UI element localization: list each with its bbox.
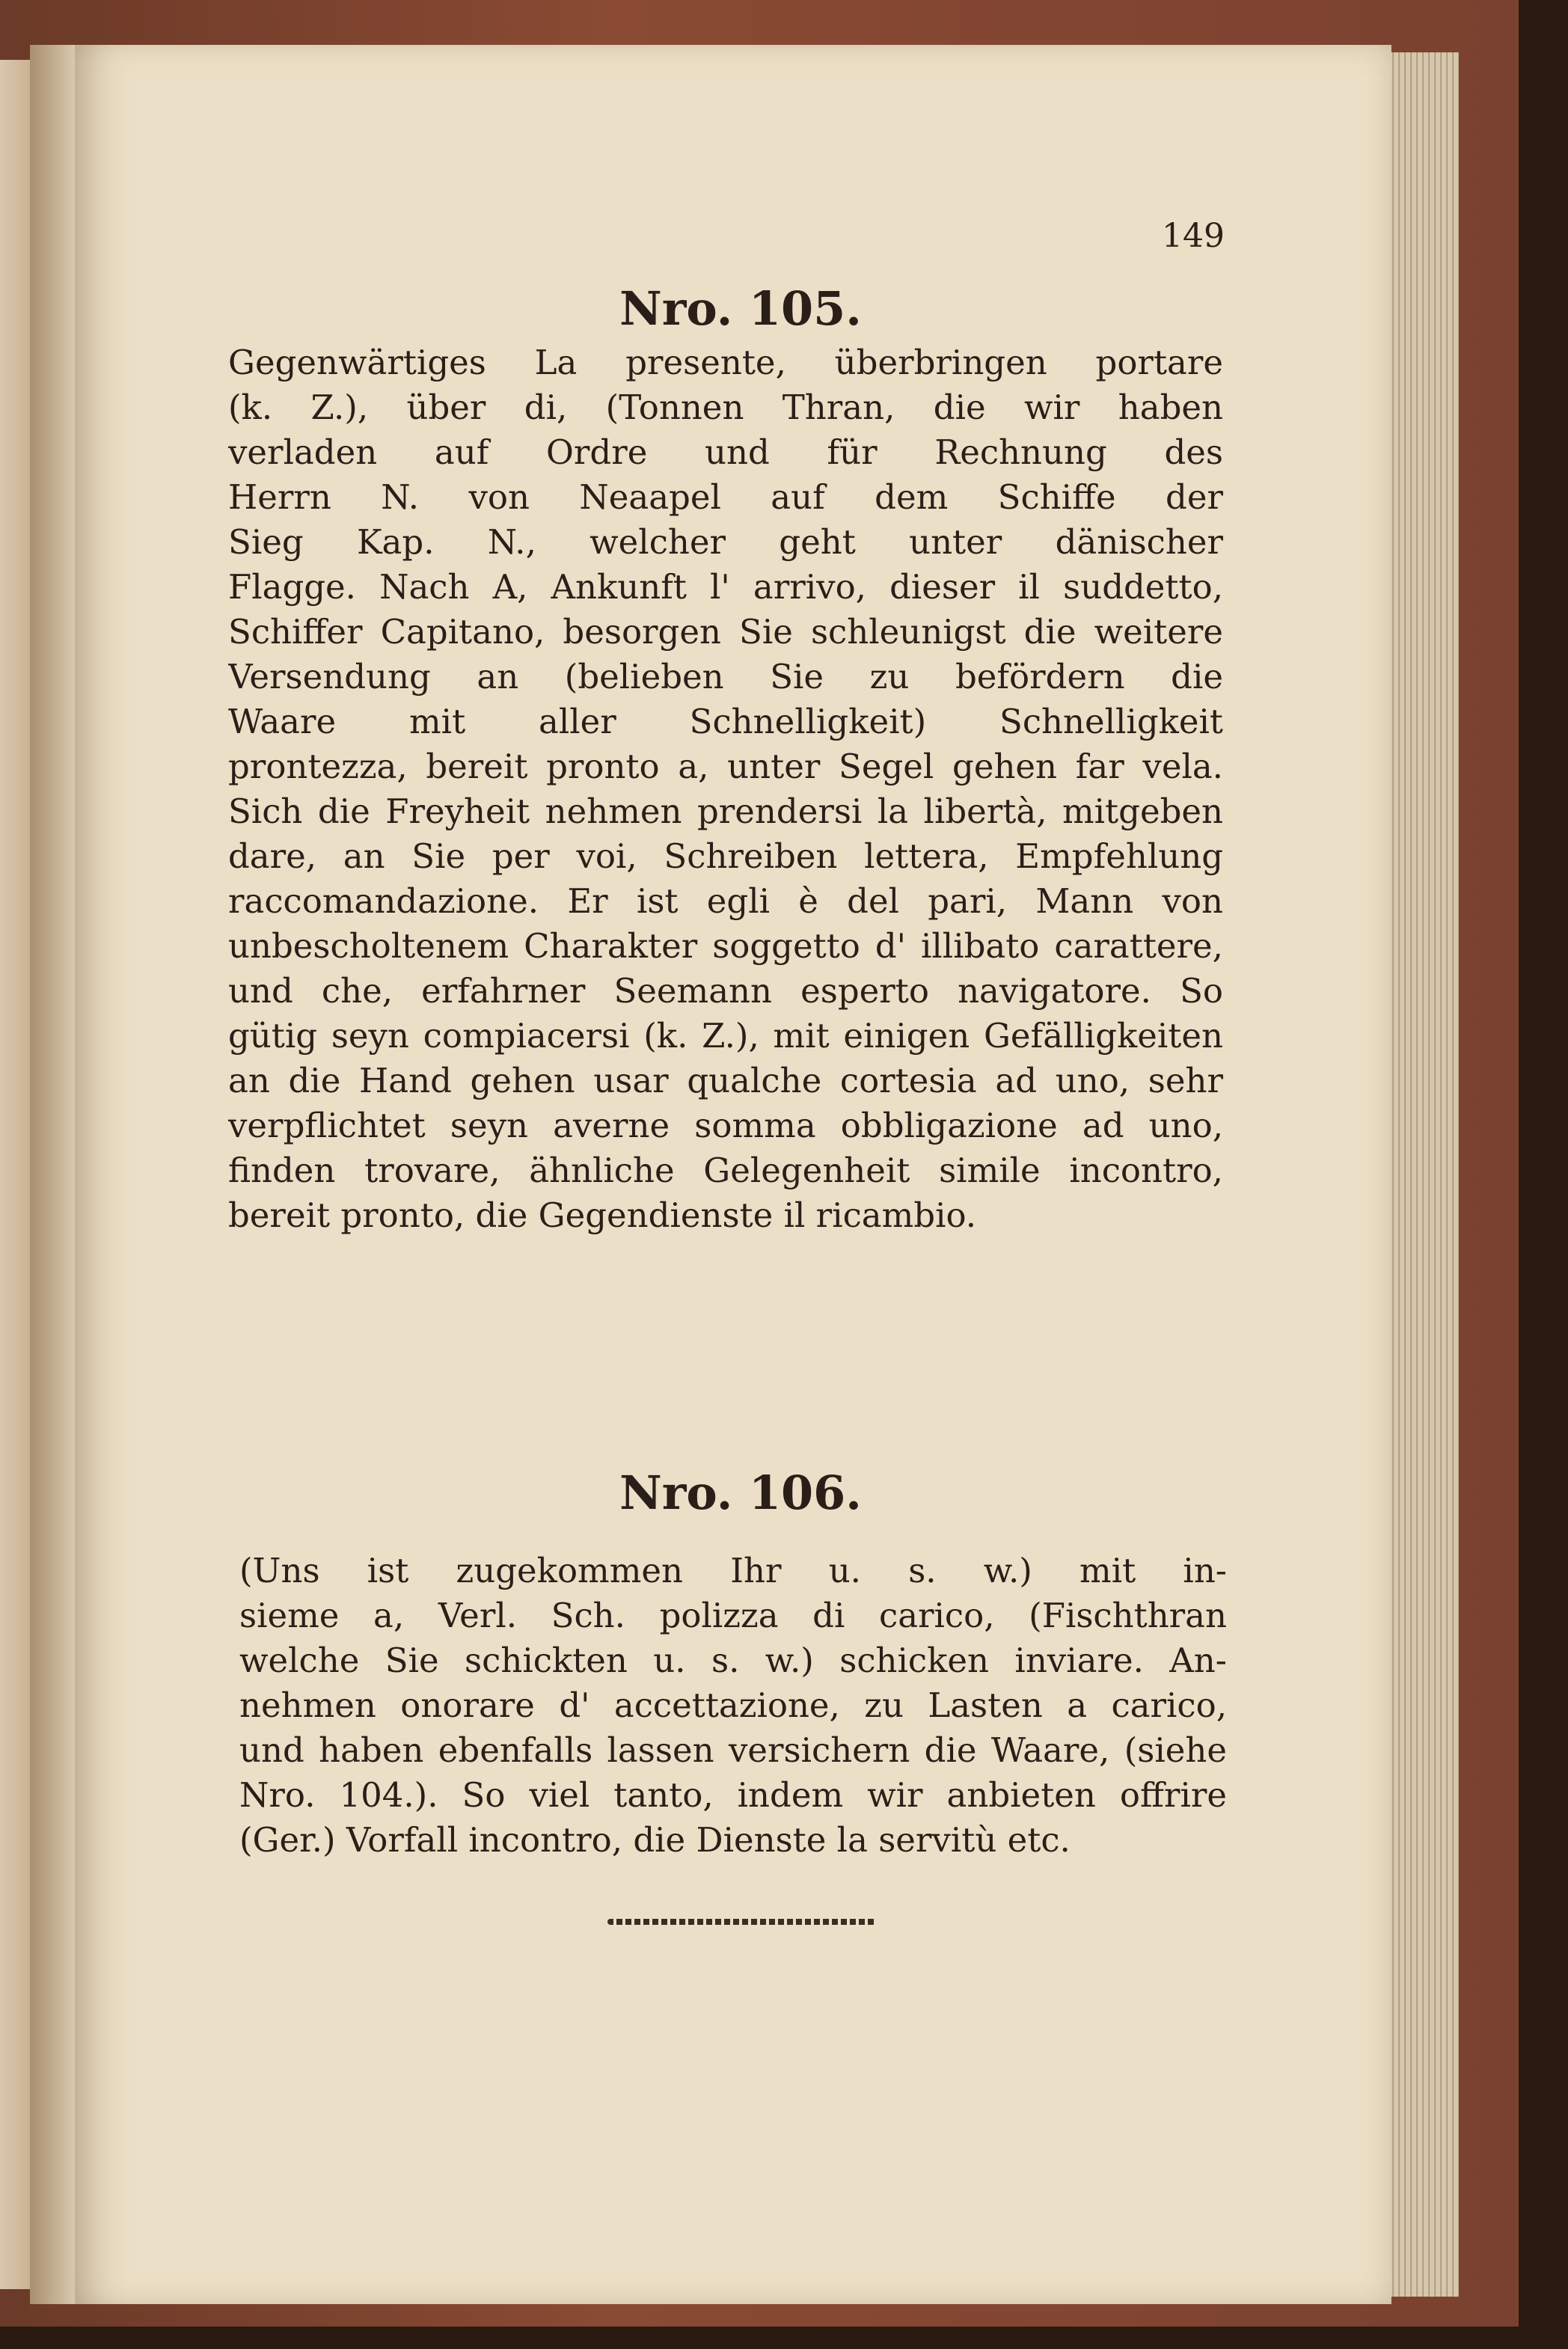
text-line: welche Sie schickten u. s. w.) schicken inviare. An- — [239, 1641, 1227, 1680]
text-line: finden trovare, ähnliche Gelegenheit simile incontro, — [228, 1151, 1223, 1190]
text-line: Schiffer Capitano, besorgen Sie schleunigst die weitere — [228, 612, 1223, 652]
text-line: (k. Z.), über di, (Tonnen Thran, die wir haben — [228, 388, 1223, 427]
text-line: an die Hand gehen usar qualche cortesia ad uno, sehr — [228, 1061, 1223, 1100]
page-gutter — [30, 45, 75, 2304]
section-105-heading — [217, 281, 1264, 336]
text-line: Waare mit aller Schnelligkeit) Schnelligkeit — [228, 702, 1223, 741]
text-line: und haben ebenfalls lassen versichern die Waare, (siehe — [239, 1730, 1227, 1770]
left-page-edge — [0, 60, 30, 2289]
text-line: sieme a, Verl. Sch. polizza di carico, (Fischthran — [239, 1596, 1227, 1635]
text-line: und che, erfahrner Seemann esperto navigatore. So — [228, 971, 1223, 1011]
text-line: Flagge. Nach A, Ankunft l' arrivo, dieser il suddetto, — [228, 567, 1223, 607]
text-line: verpflichtet seyn averne somma obbligazione ad uno, — [228, 1106, 1223, 1145]
text-line: dare, an Sie per voi, Schreiben lettera, Empfehlung — [228, 836, 1223, 876]
text-line: gütig seyn compiacersi (k. Z.), mit einigen Gefälligkeiten — [228, 1016, 1223, 1056]
section-105-heading-number: 105. — [748, 281, 862, 336]
text-line: Gegenwärtiges La presente, überbringen portare — [228, 343, 1223, 382]
text-line: unbescholtenem Charakter soggetto d' illibato carattere, — [228, 926, 1223, 966]
text-line: Versendung an (belieben Sie zu befördern die — [228, 657, 1223, 696]
text-line: nehmen onorare d' accettazione, zu Lasten a carico, — [239, 1685, 1227, 1725]
ornamental-rule — [607, 1919, 877, 1925]
page-number: 149 — [1162, 217, 1225, 255]
text-line: verladen auf Ordre und für Rechnung des — [228, 432, 1223, 472]
text-line: Nro. 104.). So viel tanto, indem wir anbieten offrire — [239, 1775, 1227, 1815]
section-106-heading-prefix: Nro. — [619, 1466, 733, 1520]
text-line: Sich die Freyheit nehmen prendersi la libertà, mitgeben — [228, 791, 1223, 831]
section-106-heading-number: 106. — [748, 1466, 862, 1520]
text-line: bereit pronto, die Gegendienste il ricambio. — [228, 1195, 977, 1235]
text-line: Sieg Kap. N., welcher geht unter dänischer — [228, 522, 1223, 562]
text-line: Herrn N. von Neaapel auf dem Schiffe der — [228, 477, 1223, 517]
section-106-heading — [217, 1466, 1264, 1520]
section-105-heading-prefix: Nro. — [619, 281, 733, 336]
text-line: prontezza, bereit pronto a, unter Segel gehen far vela. — [228, 747, 1223, 786]
text-line: (Uns ist zugekommen Ihr u. s. w.) mit in- — [239, 1551, 1227, 1590]
text-line: raccomandazione. Er ist egli è del pari, Mann von — [228, 881, 1223, 921]
text-line: (Ger.) Vorfall incontro, die Dienste la servitù etc. — [239, 1820, 1071, 1860]
